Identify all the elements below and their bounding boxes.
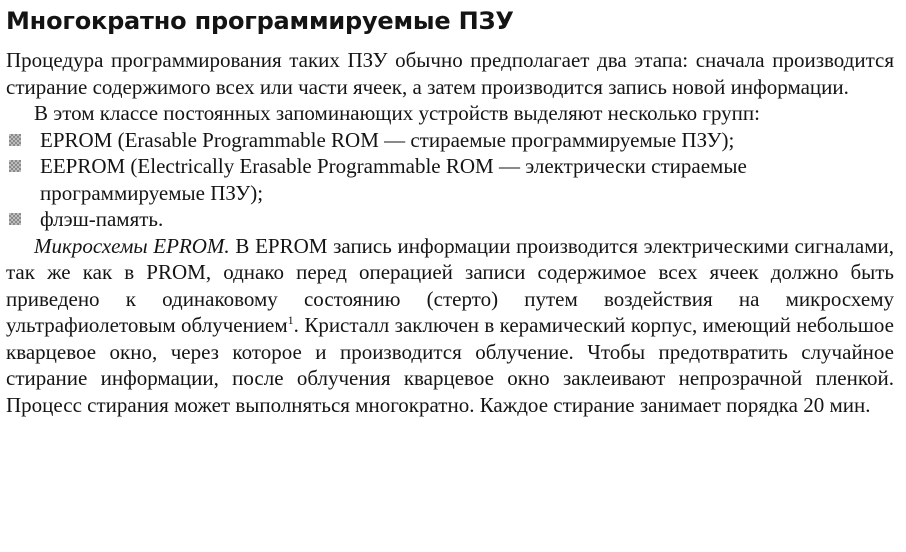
list-item-text: флэш-память. bbox=[40, 207, 164, 231]
list-item bbox=[6, 153, 894, 206]
eprom-text-part-2: . Кристалл заключен в керамический корпус, имеющий небольшое кварцевое окно, через которое и производится облучение. Чтобы предотвратить случайное стирание информации, после облучения кварцевое окно заклеивают непрозрачной пленкой. Процесс стирания может выполняться многократно. Каждое стирание занимает порядка 20 мин. bbox=[6, 313, 894, 417]
list-item bbox=[6, 127, 894, 154]
list-item bbox=[6, 206, 894, 233]
list-item-text: EPROM (Erasable Programmable ROM — стираемые программируемые ПЗУ); bbox=[40, 127, 735, 152]
checkered-bullet-icon bbox=[9, 213, 21, 225]
groups-intro-paragraph: В этом классе постоянных запоминающих устройств выделяют несколько групп: bbox=[34, 101, 760, 125]
eprom-lead: Микросхемы EPROM. bbox=[34, 233, 230, 258]
checkered-bullet-icon bbox=[9, 134, 21, 146]
list-item-text: EEPROM (Electrically Erasable Programmable ROM — электрически стираемые программируемые ПЗУ); bbox=[40, 154, 747, 205]
intro-paragraph: Процедура программирования таких ПЗУ обычно предполагает два этапа: сначала производится стирание содержимого всех или части ячеек, а затем производится запись новой информации. bbox=[6, 48, 894, 99]
checkered-bullet-icon bbox=[9, 160, 21, 172]
rom-groups-list bbox=[6, 127, 894, 233]
eprom-text-part-1: В EPROM запись информации производится электрическими сигналами, так же как в PROM, однако перед операцией записи содержимое всех ячеек должно быть приведено к одинаковому состоянию (стерто) путем воздействия на микросхему ультрафиолетовым облучением bbox=[6, 233, 895, 337]
eprom-paragraph bbox=[6, 233, 894, 419]
footnote-mark[interactable]: 1 bbox=[287, 313, 294, 327]
section-heading: Многократно программируемые ПЗУ bbox=[6, 7, 514, 35]
body-text bbox=[6, 47, 894, 418]
